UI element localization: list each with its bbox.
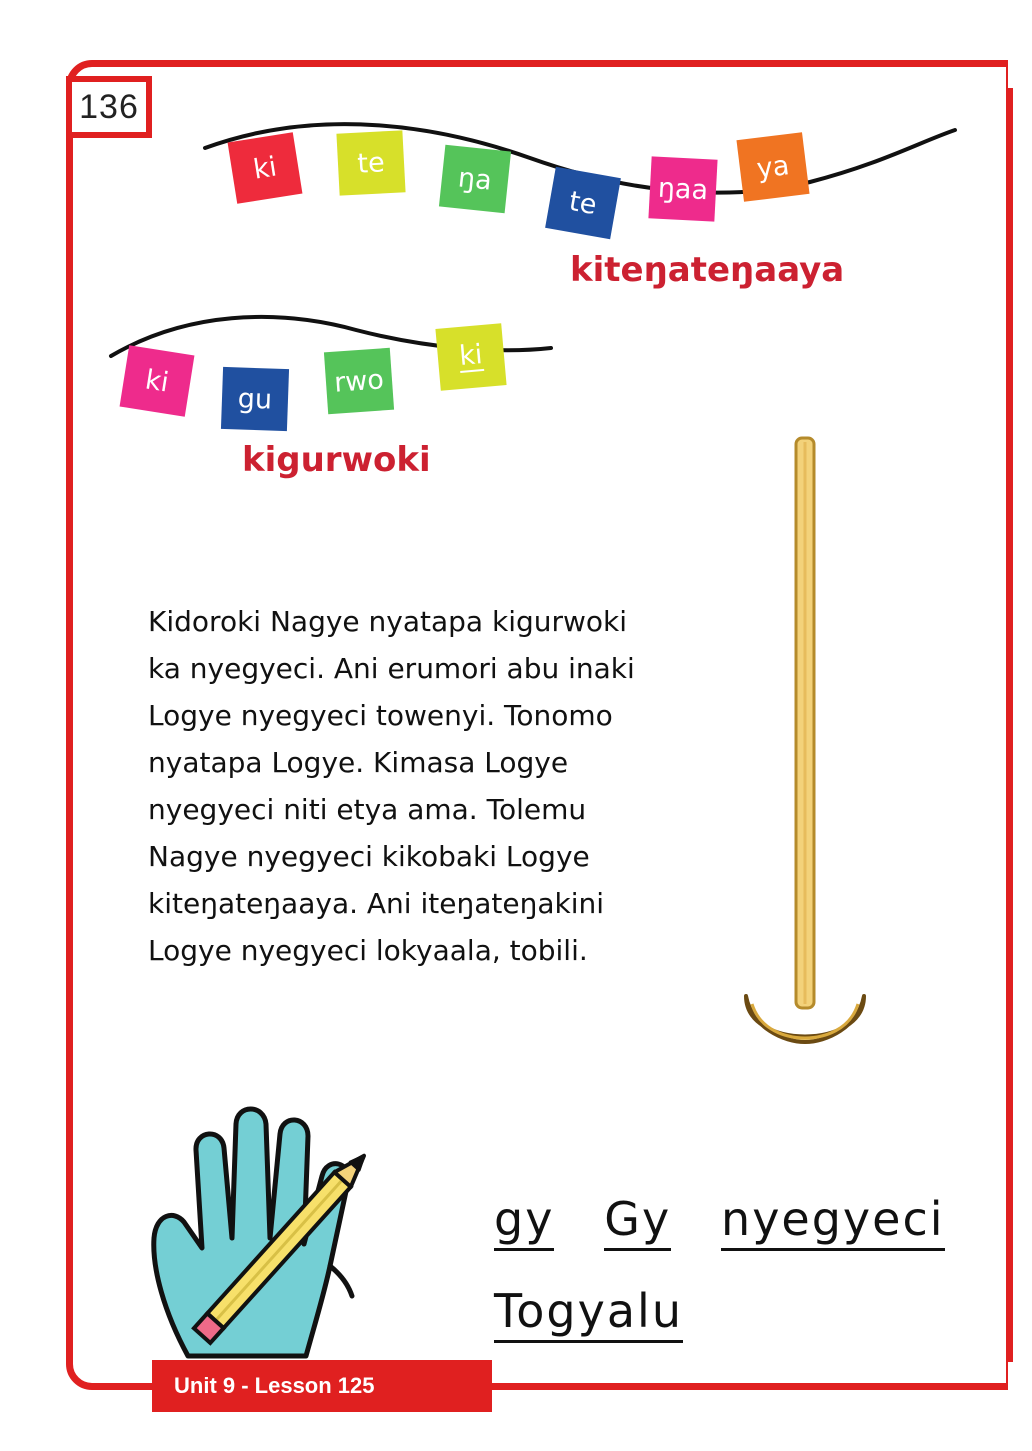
bunting-flag-1-6 bbox=[736, 132, 809, 202]
story-line: Nagye nyegyeci kikobaki Logye bbox=[148, 840, 590, 873]
frame-gap-top bbox=[1008, 52, 1032, 88]
word-togyalu: Togyalu bbox=[494, 1284, 683, 1343]
letter-gy-lower: gy bbox=[494, 1192, 554, 1251]
story-line: ka nyegyeci. Ani erumori abu inaki bbox=[148, 652, 635, 685]
flag-label: rwo bbox=[333, 363, 385, 399]
story-line: nyatapa Logye. Kimasa Logye bbox=[148, 746, 569, 779]
story-paragraph bbox=[148, 598, 708, 974]
bunting-flag-2-3 bbox=[324, 348, 394, 414]
flag-label: ki bbox=[143, 363, 171, 399]
flag-label: ki bbox=[251, 150, 279, 186]
story-line: Logye nyegyeci lokyaala, tobili. bbox=[148, 934, 588, 967]
bunting-flag-1-2 bbox=[336, 130, 405, 195]
bunting-flag-2-2 bbox=[221, 367, 289, 431]
frame-gap-bottom bbox=[1008, 1362, 1032, 1402]
story-line: Logye nyegyeci towenyi. Tonomo bbox=[148, 699, 613, 732]
flag-label: ki bbox=[457, 338, 484, 372]
hand-with-pencil-illustration bbox=[140, 1098, 470, 1368]
letters-row-1 bbox=[494, 1192, 945, 1246]
headword-text: kiteŋateŋaaya bbox=[570, 250, 845, 290]
story-line: nyegyeci niti etya ama. Tolemu bbox=[148, 793, 587, 826]
headword-kitenatenaaya bbox=[570, 250, 844, 290]
bunting-flag-1-3 bbox=[439, 145, 511, 214]
letters-row-2 bbox=[494, 1284, 683, 1338]
flag-label: ŋa bbox=[456, 161, 494, 197]
flag-label: ya bbox=[754, 149, 792, 185]
bunting-flag-1-4 bbox=[545, 167, 621, 240]
garden-hoe-illustration bbox=[730, 430, 890, 1060]
bunting-flag-1-5 bbox=[648, 156, 717, 221]
headword-text: kigurwoki bbox=[242, 440, 431, 480]
flag-label: te bbox=[566, 185, 600, 221]
word-nyegyeci: nyegyeci bbox=[721, 1192, 944, 1251]
story-line: kiteŋateŋaaya. Ani iteŋateŋakini bbox=[148, 887, 604, 920]
flag-label: gu bbox=[237, 382, 273, 416]
bunting-flag-2-4 bbox=[435, 323, 506, 391]
flag-label: ŋaa bbox=[657, 172, 709, 206]
page-number: 136 bbox=[66, 76, 152, 138]
letter-gy-upper: Gy bbox=[604, 1192, 671, 1251]
headword-kigurwoki bbox=[242, 440, 431, 480]
story-line: Kidoroki Nagye nyatapa kigurwoki bbox=[148, 605, 628, 638]
bunting-flag-2-1 bbox=[120, 345, 195, 417]
footer-unit-lesson bbox=[152, 1360, 492, 1412]
bunting-flag-1-1 bbox=[228, 132, 303, 204]
flag-label: te bbox=[356, 146, 386, 180]
footer-label: Unit 9 - Lesson 125 bbox=[174, 1373, 375, 1398]
